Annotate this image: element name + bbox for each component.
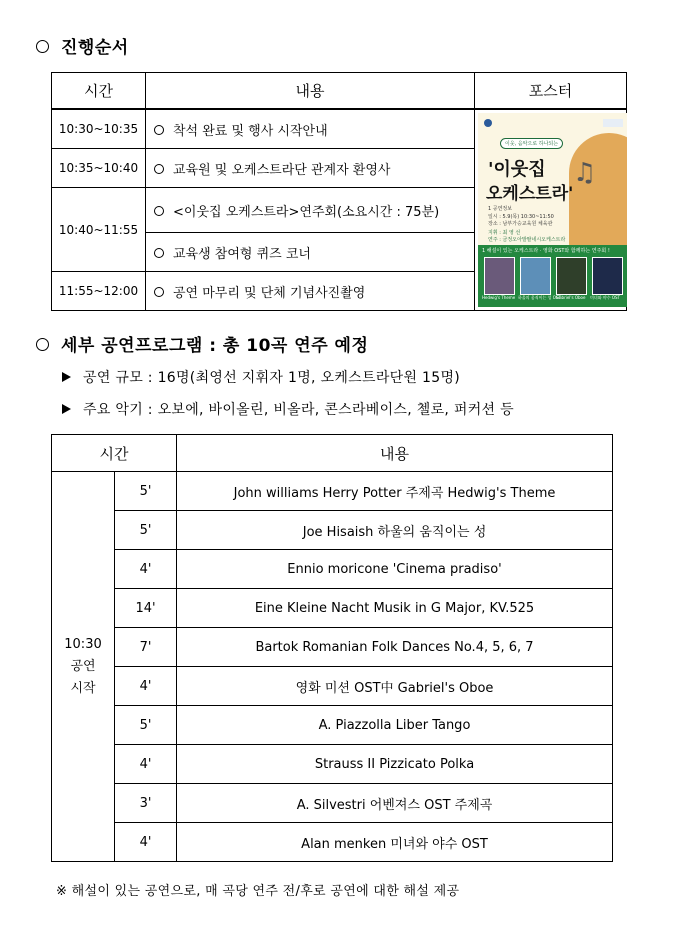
section-title: 진행순서 bbox=[61, 38, 129, 58]
movie-thumbnail bbox=[520, 257, 551, 295]
triangle-bullet-icon bbox=[62, 404, 71, 414]
circle-bullet-icon bbox=[154, 248, 164, 258]
start-time: 10:30 bbox=[64, 636, 102, 652]
row-content-text: 교육생 참여형 퀴즈 코너 bbox=[173, 246, 311, 262]
poster-band bbox=[478, 245, 627, 307]
thumbnail-caption: Hedwig's Theme bbox=[482, 295, 516, 300]
header-poster: 포스터 bbox=[475, 73, 627, 110]
row-time: 11:55~12:00 bbox=[52, 272, 146, 311]
piece: A. Silvestri 어벤져스 OST 주제곡 bbox=[177, 784, 613, 823]
section-title: 세부 공연프로그램 : 총 10곡 연주 예정 bbox=[61, 336, 369, 356]
table-row bbox=[52, 628, 613, 667]
duration: 5' bbox=[115, 511, 177, 550]
table-row bbox=[52, 706, 613, 745]
footnote: ※ 해설이 있는 공연으로, 매 곡당 연주 전/후로 공연에 대한 해설 제공 bbox=[56, 884, 460, 899]
row-content bbox=[146, 109, 475, 149]
duration: 5' bbox=[115, 472, 177, 511]
bullet-text: 주요 악기 : 오보에, 바이올린, 비올라, 콘스라베이스, 첼로, 퍼커션 등 bbox=[83, 402, 514, 418]
table-row bbox=[52, 472, 613, 511]
row-content-text: 교육원 및 오케스트라단 관계자 환영사 bbox=[173, 162, 391, 178]
program-table bbox=[51, 434, 613, 862]
piece: Joe Hisaish 하울의 움직이는 성 bbox=[177, 511, 613, 550]
piece: Eine Kleine Nacht Musik in G Major, KV.525 bbox=[177, 589, 613, 628]
circle-bullet-icon bbox=[154, 125, 164, 135]
start-time-cell bbox=[52, 472, 115, 862]
table-row bbox=[52, 745, 613, 784]
row-time: 10:30~10:35 bbox=[52, 109, 146, 149]
poster-info: 일시 : 5.9(목) 10:30~11:50 bbox=[488, 214, 554, 220]
bullet-scale bbox=[62, 367, 460, 387]
piece: A. Piazzolla Liber Tango bbox=[177, 706, 613, 745]
poster-info: 지휘 : 최 영 선 bbox=[488, 230, 521, 236]
duration: 4' bbox=[115, 667, 177, 706]
poster-tag: 이웃, 음악으로 하나되는 bbox=[500, 138, 563, 149]
row-content bbox=[146, 188, 475, 233]
header-content: 내용 bbox=[146, 73, 475, 110]
duration: 5' bbox=[115, 706, 177, 745]
piece: Ennio moricone 'Cinema pradiso' bbox=[177, 550, 613, 589]
thumbnail-caption: 미녀와 야수 OST bbox=[590, 295, 620, 300]
section-heading-program bbox=[36, 331, 368, 356]
poster-title-line2: 오케스트라' bbox=[486, 184, 574, 204]
piece: John williams Herry Potter 주제곡 Hedwig's Theme bbox=[177, 472, 613, 511]
table-row bbox=[52, 589, 613, 628]
header-time: 시간 bbox=[52, 73, 146, 110]
table-row bbox=[52, 109, 627, 149]
bullet-text: 공연 규모 : 16명(최영선 지휘자 1명, 오케스트라단원 15명) bbox=[83, 370, 461, 386]
row-content bbox=[146, 233, 475, 272]
duration: 4' bbox=[115, 823, 177, 862]
row-time: 10:35~10:40 bbox=[52, 149, 146, 188]
movie-thumbnail bbox=[592, 257, 623, 295]
table-row bbox=[52, 511, 613, 550]
circle-bullet-icon bbox=[154, 164, 164, 174]
logo-icon bbox=[484, 119, 492, 127]
duration: 3' bbox=[115, 784, 177, 823]
duration: 4' bbox=[115, 745, 177, 784]
circle-bullet-icon bbox=[154, 287, 164, 297]
row-content bbox=[146, 149, 475, 188]
row-time: 10:40~11:55 bbox=[52, 188, 146, 272]
duration: 14' bbox=[115, 589, 177, 628]
start-label: 시작 bbox=[70, 680, 96, 696]
piece: Alan menken 미녀와 야수 OST bbox=[177, 823, 613, 862]
bullet-instruments bbox=[62, 399, 514, 419]
row-content-text: 공연 마무리 및 단체 기념사진촬영 bbox=[173, 285, 366, 301]
piece: Strauss II Pizzicato Polka bbox=[177, 745, 613, 784]
table-row bbox=[52, 667, 613, 706]
poster-info: 연주 : 금정오아발팔네시오케스트라 bbox=[488, 237, 566, 243]
triangle-bullet-icon bbox=[62, 372, 71, 382]
row-content-text: 착석 완료 및 행사 시작안내 bbox=[173, 123, 328, 139]
schedule-header-row bbox=[52, 73, 627, 110]
start-label: 공연 bbox=[70, 658, 96, 674]
duration: 7' bbox=[115, 628, 177, 667]
program-header-row bbox=[52, 435, 613, 472]
header-time: 시간 bbox=[52, 435, 177, 472]
poster-cell bbox=[475, 109, 627, 311]
movie-thumbnail bbox=[556, 257, 587, 295]
row-content-text: <이웃집 오케스트라>연주회(소요시간 : 75분) bbox=[173, 204, 440, 220]
poster-title-line1: '이웃집 bbox=[488, 159, 546, 180]
logo-icon bbox=[603, 119, 623, 127]
poster-band-text: 1 해설이 있는 오케스트라 · 영화 OST와 함께하는 연주회 ! bbox=[482, 248, 610, 254]
music-note-icon: ♫ bbox=[573, 158, 597, 188]
piece: 영화 미션 OST中 Gabriel's Oboe bbox=[177, 667, 613, 706]
table-row bbox=[52, 823, 613, 862]
table-row bbox=[52, 550, 613, 589]
piece: Bartok Romanian Folk Dances No.4, 5, 6, 7 bbox=[177, 628, 613, 667]
circle-bullet-icon bbox=[36, 338, 49, 351]
duration: 4' bbox=[115, 550, 177, 589]
section-heading-schedule bbox=[36, 33, 129, 58]
thumbnail-caption: Gabriel's Oboe bbox=[556, 295, 586, 300]
row-content bbox=[146, 272, 475, 311]
poster-info: 1 공연정보 bbox=[488, 206, 513, 212]
circle-bullet-icon bbox=[154, 206, 164, 216]
circle-bullet-icon bbox=[36, 40, 49, 53]
thumbnail-caption: 하울의 움직이는 성 OST bbox=[518, 295, 561, 300]
poster-info: 장소 : 남부가승교육원 체육관 bbox=[488, 221, 553, 227]
event-poster bbox=[478, 113, 627, 307]
movie-thumbnail bbox=[484, 257, 515, 295]
header-content: 내용 bbox=[177, 435, 613, 472]
table-row bbox=[52, 784, 613, 823]
schedule-table bbox=[51, 72, 627, 311]
